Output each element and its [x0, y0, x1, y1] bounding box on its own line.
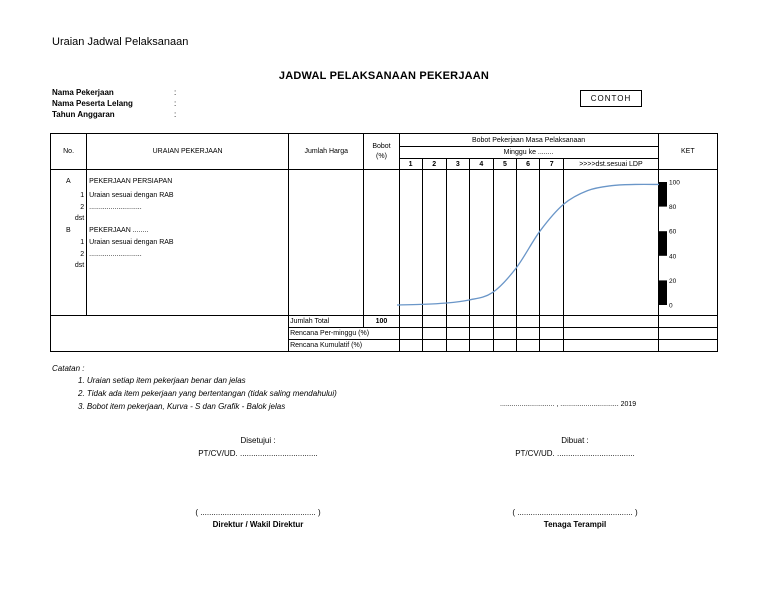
row-item: PEKERJAAN PERSIAPAN — [89, 178, 173, 185]
sig-left-company: PT/CV/UD. ................................... — [198, 449, 318, 458]
header-bobot-unit: (%) — [376, 153, 387, 160]
row-item: PEKERJAAN ........ — [89, 227, 149, 234]
week-header-dst: >>>>dst.sesuai LDP — [564, 159, 658, 170]
meta-label-nama-pekerjaan: Nama Pekerjaan — [52, 88, 114, 97]
meta-colon: : — [174, 110, 177, 119]
meta-colon: : — [174, 88, 177, 97]
row-item — [89, 262, 288, 274]
week-header: 3 — [446, 159, 469, 170]
sig-left-role: Direktur / Wakil Direktur — [212, 520, 304, 529]
week-header: 5 — [493, 159, 516, 170]
scale-label: 60 — [669, 228, 677, 236]
rencana-kumulatif-cell — [564, 340, 658, 352]
header-uraian: URAIAN PEKERJAAN — [87, 134, 289, 170]
no-cell — [51, 170, 87, 316]
row-no: 1 — [80, 192, 85, 199]
header-bobot — [364, 134, 399, 170]
scale-label: 40 — [669, 253, 677, 261]
jumlah-total-value: 100 — [364, 316, 399, 328]
s-curve-line — [397, 184, 659, 305]
s-curve-chart — [397, 172, 697, 318]
rencana-minggu-cell — [469, 328, 493, 340]
scale-bar-segment — [659, 280, 667, 305]
note-item: 1. Uraian setiap item pekerjaan benar dan jelas — [78, 376, 246, 385]
rencana-minggu-cell — [446, 328, 469, 340]
rencana-minggu-cell — [422, 328, 446, 340]
row-item: ........................... — [89, 204, 142, 211]
scale-bar-segment — [659, 182, 667, 207]
date-line: ............................ , .............................. 2019 — [500, 401, 637, 408]
row-item: Uraian sesuai dengan RAB — [89, 192, 174, 199]
rencana-minggu-cell — [658, 328, 717, 340]
row-item — [89, 215, 288, 227]
sig-right-name-line: ( .................................................... ) — [512, 508, 638, 517]
week-header: 1 — [399, 159, 422, 170]
scale-label: 0 — [669, 302, 673, 310]
header-harga: Jumlah Harga — [289, 134, 364, 170]
uraian-cell — [87, 170, 289, 316]
scale-label: 20 — [669, 277, 677, 285]
rencana-minggu-cell — [399, 328, 422, 340]
sig-right-company: PT/CV/UD. ................................... — [515, 449, 635, 458]
jumlah-total-label: Jumlah Total — [289, 316, 364, 328]
header-masa: Bobot Pekerjaan Masa Pelaksanaan — [399, 134, 658, 147]
header-no: No. — [51, 134, 87, 170]
row-no: 2 — [80, 204, 85, 211]
rencana-kumulatif-cell — [422, 340, 446, 352]
row-no: 1 — [80, 239, 85, 246]
week-header: 6 — [517, 159, 540, 170]
rencana-minggu-cell — [517, 328, 540, 340]
sig-left-title: Disetujui : — [240, 436, 276, 445]
week-header: 4 — [469, 159, 493, 170]
rencana-kumulatif-cell — [399, 340, 422, 352]
rencana-kumulatif-cell — [658, 340, 717, 352]
scale-label: 100 — [669, 179, 680, 187]
week-header: 7 — [540, 159, 564, 170]
rencana-kumulatif-cell — [493, 340, 516, 352]
meta-colon: : — [174, 99, 177, 108]
rencana-kumulatif-label: Rencana Kumulatif (%) — [289, 340, 399, 352]
note-item: 3. Bobot item pekerjaan, Kurva - S dan Grafik - Balok jelas — [78, 402, 286, 411]
rencana-kumulatif-cell — [517, 340, 540, 352]
scale-bar-segment — [659, 231, 667, 256]
rencana-kumulatif-cell — [446, 340, 469, 352]
harga-cell — [289, 170, 364, 316]
sig-right-role: Tenaga Terampil — [543, 520, 607, 529]
row-no: dst — [74, 262, 85, 269]
note-item: 2. Tidak ada item pekerjaan yang bertentangan (tidak saling mendahului) — [78, 389, 337, 398]
rencana-minggu-cell — [493, 328, 516, 340]
row-item: Uraian sesuai dengan RAB — [89, 239, 174, 246]
scale-label: 80 — [669, 204, 677, 212]
row-item: ........................... — [89, 251, 142, 258]
meta-label-tahun-anggaran: Tahun Anggaran — [52, 110, 115, 119]
contoh-badge: CONTOH — [580, 90, 642, 107]
header-bobot-label: Bobot — [372, 143, 391, 150]
summary-blank-cell — [51, 316, 289, 352]
document-heading: Uraian Jadwal Pelaksanaan — [52, 36, 189, 48]
row-no: A — [66, 178, 71, 185]
bar-scale — [659, 182, 667, 305]
meta-label-nama-peserta: Nama Peserta Lelang — [52, 99, 133, 108]
week-header: 2 — [422, 159, 446, 170]
rencana-minggu-cell — [540, 328, 564, 340]
sig-right-title: Dibuat : — [561, 436, 589, 445]
row-no: dst — [74, 215, 85, 222]
header-ket: KET — [658, 134, 717, 170]
header-minggu: Minggu ke ........ — [399, 147, 658, 159]
bar-scale-labels — [669, 180, 680, 310]
row-no: 2 — [80, 251, 85, 258]
rencana-kumulatif-cell — [469, 340, 493, 352]
rencana-minggu-cell — [564, 328, 658, 340]
rencana-kumulatif-cell — [540, 340, 564, 352]
rencana-minggu-label: Rencana Per-minggu (%) — [289, 328, 399, 340]
row-no: B — [66, 227, 71, 234]
bobot-cell — [364, 170, 399, 316]
notes-title: Catatan : — [52, 364, 85, 373]
sig-left-name-line: ( .................................................... ) — [195, 508, 321, 517]
page-title: JADWAL PELAKSANAAN PEKERJAAN — [278, 70, 490, 82]
